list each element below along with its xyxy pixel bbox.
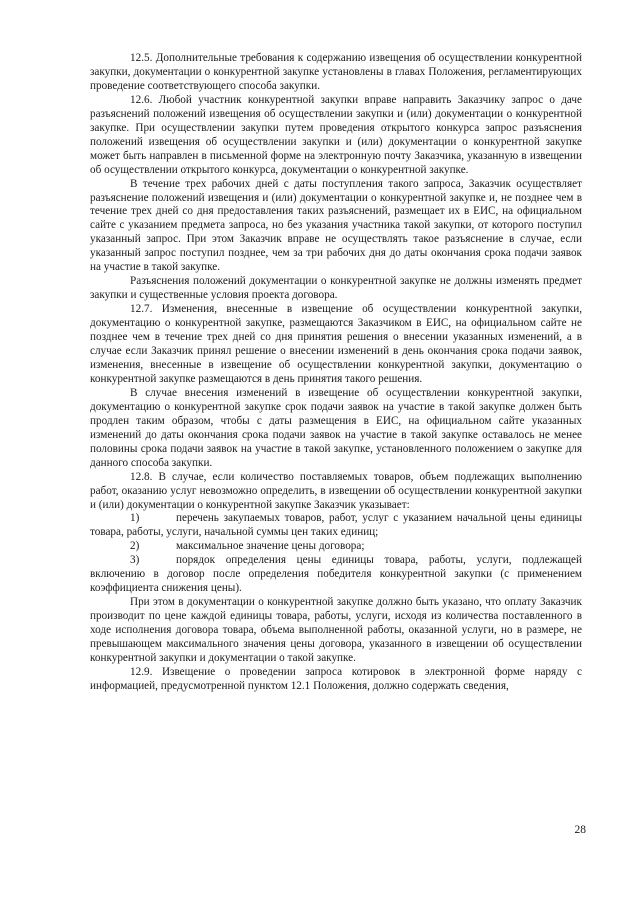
paragraph-12-6-clarification-limits: Разъяснения положений документации о конкурентной закупке не должны изменять предмет закупки и существенные условия проекта договора. — [90, 275, 582, 302]
list-item-text: порядок определения цены единицы товара, работы, услуги, подлежащей включению в договор после определения победителя конкурентной закупки (с применением коэффициента снижения цены). — [90, 554, 582, 595]
list-item-text: перечень закупаемых товаров, работ, услуг с указанием начальной цены единицы товара, работы, услуги, начальной суммы цен таких единиц; — [90, 512, 582, 539]
paragraph-12-7-extension: В случае внесения изменений в извещение об осуществлении конкурентной закупки, документацию о конкурентной закупке срок подачи заявок на участие в такой закупке должен быть продлен таким образом, чтобы с даты размещения в ЕИС, на официальном сайте указанных изменений до даты окончания срока подачи заявок на участие в такой закупке оставалось не менее половины срока подачи заявок на участие в такой закупке, установленного положением о закупке для данного способа закупки. — [90, 386, 582, 469]
paragraph-12-5: 12.5. Дополнительные требования к содержанию извещения об осуществлении конкурентной закупки, документации о конкурентной закупке установлены в главах Положения, регламентирующих проведение соответствующего способа закупки. — [90, 52, 582, 92]
paragraph-12-6-clarification-term: В течение трех рабочих дней с даты поступления такого запроса, Заказчик осуществляет разъяснение положений извещения и (или) документации о конкурентной закупке и, не позднее чем в течение трех дней со дня предоставления таких разъяснений, размещает их в ЕИС, на официальном сайте с указанием предмета запроса, но без указания участника такой закупки, от которого поступил указанный запрос. При этом Заказчик вправе не осуществлять такое разъяснение в случае, если указанный запрос поступил позднее, чем за три рабочих дня до даты окончания срока подачи заявок на участие в такой закупке. — [90, 177, 582, 274]
document-body — [90, 52, 582, 694]
page-number: 28 — [574, 824, 586, 836]
paragraph-12-8-payment: При этом в документации о конкурентной закупке должно быть указано, что оплату Заказчик производит по цене каждой единицы товара, работы, услуги, исходя из количества поставленного в ходе исполнения договора товара, объема выполненной работы, оказанной услуги, но в размере, не превышающем максимального значения цены договора, указанного в извещении об осуществлении конкурентной закупки и документации о такой закупке. — [90, 596, 582, 664]
list-item — [90, 540, 582, 554]
list-item-number: 2) — [130, 540, 140, 553]
list-item-number: 3) — [130, 554, 140, 567]
list-item-number: 1) — [130, 512, 140, 525]
list-item — [90, 554, 582, 596]
paragraph-12-9: 12.9. Извещение о проведении запроса котировок в электронной форме наряду с информацией, предусмотренной пунктом 12.1 Положения, должно содержать сведения, — [90, 665, 582, 692]
paragraph-12-8: 12.8. В случае, если количество поставляемых товаров, объем подлежащих выполнению работ, оказанию услуг невозможно определить, в извещении об осуществлении конкурентной закупки и (или) документации о конкурентной закупке Заказчик указывает: — [90, 470, 582, 511]
list-item-text: максимальное значение цены договора; — [176, 540, 365, 553]
paragraph-12-7: 12.7. Изменения, внесенные в извещение об осуществлении конкурентной закупки, документацию о конкурентной закупке, размещаются Заказчиком в ЕИС, на официальном сайте не позднее чем в течение трех дней со дня принятия решения о внесении указанных изменений, а в случае если Заказчик принял решение о внесении изменений в день окончания срока подачи заявок, изменения, внесенные в извещение об осуществлении конкурентной закупки, документацию о конкурентной закупке размещаются в день принятия такого решения. — [90, 303, 582, 385]
list-item — [90, 512, 582, 540]
paragraph-12-6: 12.6. Любой участник конкурентной закупки вправе направить Заказчику запрос о даче разъяснений положений извещения об осуществлении закупки и (или) документации о конкурентной закупке. При осуществлении закупки путем проведения открытого конкурса запрос разъяснения положений извещения об осуществлении закупки и (или) документации о конкурентной закупке может быть направлен в письменной форме на электронную почту Заказчика, указанную в извещении об осуществлении открытого конкурса, документации о конкурентной закупке. — [90, 93, 582, 176]
